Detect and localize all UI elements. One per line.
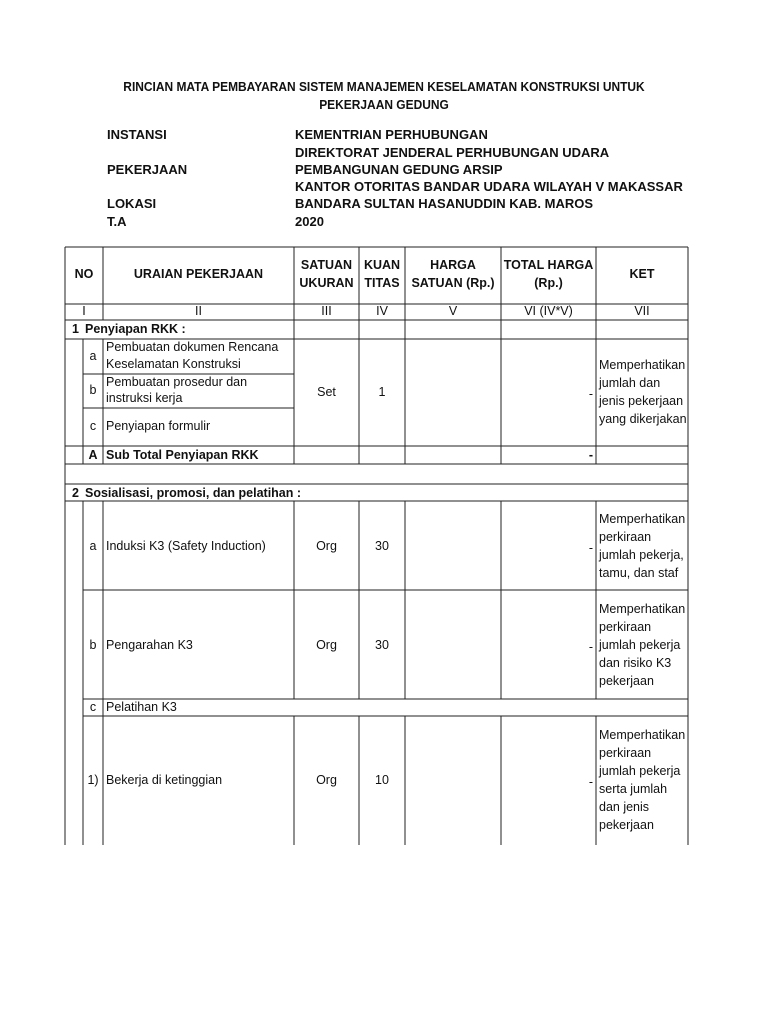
- item-2c-label: Pelatihan K3: [106, 700, 177, 714]
- roman-col-2: II: [195, 304, 202, 318]
- item-2a-ket-2: perkiraan: [599, 530, 652, 544]
- pekerjaan-value-2: KANTOR OTORITAS BANDAR UDARA WILAYAH V MAKASSAR: [295, 179, 683, 194]
- item-2a-label: Induksi K3 (Safety Induction): [106, 539, 266, 553]
- item-1b-label-1: Pembuatan prosedur dan: [106, 375, 248, 389]
- item-2c1-ket-2: perkiraan: [599, 746, 652, 760]
- subtotal-1-label: Sub Total Penyiapan RKK: [106, 448, 259, 462]
- col-header-kuantitas-1: KUAN: [363, 258, 401, 272]
- item-2a-ket-1: Memperhatikan: [599, 512, 686, 526]
- item-2b-letter: b: [89, 638, 97, 652]
- item-2b-ket-3: jumlah pekerja: [599, 638, 681, 652]
- pekerjaan-value-1: PEMBANGUNAN GEDUNG ARSIP: [295, 162, 503, 177]
- subtotal-1-letter: A: [88, 448, 98, 462]
- item-2b-ket-5: pekerjaan: [599, 674, 654, 688]
- subtotal-1-value: -: [588, 448, 593, 462]
- item-1c-letter: c: [89, 419, 97, 433]
- section-1-total: -: [588, 387, 593, 401]
- col-header-satuan-1: SATUAN: [300, 258, 353, 272]
- item-2b-label: Pengarahan K3: [106, 638, 193, 652]
- item-2c1-satuan: Org: [316, 773, 337, 787]
- col-header-no: NO: [74, 267, 94, 281]
- col-header-ket: KET: [629, 267, 655, 281]
- lokasi-label: LOKASI: [107, 196, 157, 211]
- roman-col-7: VII: [634, 304, 650, 318]
- roman-col-3: III: [321, 304, 332, 318]
- ta-label: T.A: [107, 214, 127, 229]
- item-2c1-label: Bekerja di ketinggian: [106, 773, 223, 787]
- col-header-harga-1: HARGA: [430, 258, 476, 272]
- item-1a-label-1: Pembuatan dokumen Rencana: [106, 340, 279, 354]
- roman-col-1: I: [82, 304, 86, 318]
- ta-value: 2020: [295, 214, 324, 229]
- item-2c1-ket-1: Memperhatikan: [599, 728, 686, 742]
- item-2c1-kuantitas: 10: [375, 773, 389, 787]
- item-2b-kuantitas: 30: [375, 638, 389, 652]
- item-2b-ket-1: Memperhatikan: [599, 602, 686, 616]
- col-header-kuantitas-2: TITAS: [364, 276, 400, 290]
- item-2c1-ket-3: jumlah pekerja: [599, 764, 681, 778]
- item-2c1-ket-6: pekerjaan: [599, 818, 654, 832]
- item-2a-ket-4: tamu, dan staf: [599, 566, 679, 580]
- instansi-value-2: DIREKTORAT JENDERAL PERHUBUNGAN UDARA: [295, 145, 610, 160]
- item-2c1-total: -: [588, 775, 593, 789]
- section-1-ket-2: jumlah dan: [599, 376, 661, 390]
- item-1b-label-2: instruksi kerja: [106, 391, 183, 405]
- item-2a-kuantitas: 30: [375, 539, 389, 553]
- instansi-label: INSTANSI: [107, 127, 167, 142]
- item-2a-satuan: Org: [316, 539, 337, 553]
- section-1-satuan: Set: [317, 385, 336, 399]
- section-1-ket-3: jenis pekerjaan: [599, 394, 684, 408]
- col-header-harga-2: SATUAN (Rp.): [411, 276, 495, 290]
- item-2c1-ket-4: serta jumlah: [599, 782, 668, 796]
- col-header-satuan-2: UKURAN: [299, 276, 354, 290]
- item-2c-letter: c: [89, 700, 97, 714]
- roman-col-6: VI (IV*V): [524, 304, 573, 318]
- item-2a-total: -: [588, 541, 593, 555]
- item-2a-ket-3: jumlah pekerja,: [599, 548, 684, 562]
- item-1c-label-1: Penyiapan formulir: [106, 419, 211, 433]
- item-2b-ket-4: dan risiko K3: [599, 656, 672, 670]
- item-2b-total: -: [588, 640, 593, 654]
- item-1a-label-2: Keselamatan Konstruksi: [106, 357, 241, 371]
- item-2c1-ket-5: dan jenis: [599, 800, 650, 814]
- section-1-number: 1: [72, 322, 79, 336]
- section-1-kuantitas: 1: [378, 385, 386, 399]
- section-2-title: Sosialisasi, promosi, dan pelatihan :: [85, 486, 302, 500]
- roman-col-4: IV: [376, 304, 388, 318]
- section-1-title: Penyiapan RKK :: [85, 322, 186, 336]
- document-title-line1: RINCIAN MATA PEMBAYARAN SISTEM MANAJEMEN KESELAMATAN KONSTRUKSI UNTUK: [123, 79, 645, 94]
- col-header-total-2: (Rp.): [534, 276, 563, 290]
- document-title-line2: PEKERJAAN GEDUNG: [319, 97, 449, 112]
- lokasi-value: BANDARA SULTAN HASANUDDIN KAB. MAROS: [295, 196, 594, 211]
- pekerjaan-label: PEKERJAAN: [107, 162, 188, 177]
- roman-col-5: V: [448, 304, 458, 318]
- item-2a-letter: a: [89, 539, 97, 553]
- section-1-ket-4: yang dikerjakan: [599, 412, 687, 426]
- item-2c1-letter: 1): [87, 773, 99, 787]
- section-2-number: 2: [72, 486, 79, 500]
- item-2b-ket-2: perkiraan: [599, 620, 652, 634]
- item-1b-letter: b: [89, 383, 97, 397]
- instansi-value-1: KEMENTRIAN PERHUBUNGAN: [295, 127, 488, 142]
- item-2b-satuan: Org: [316, 638, 337, 652]
- col-header-uraian: URAIAN PEKERJAAN: [133, 267, 264, 281]
- section-1-ket-1: Memperhatikan: [599, 358, 686, 372]
- item-1a-letter: a: [89, 349, 97, 363]
- col-header-total-1: TOTAL HARGA: [503, 258, 594, 272]
